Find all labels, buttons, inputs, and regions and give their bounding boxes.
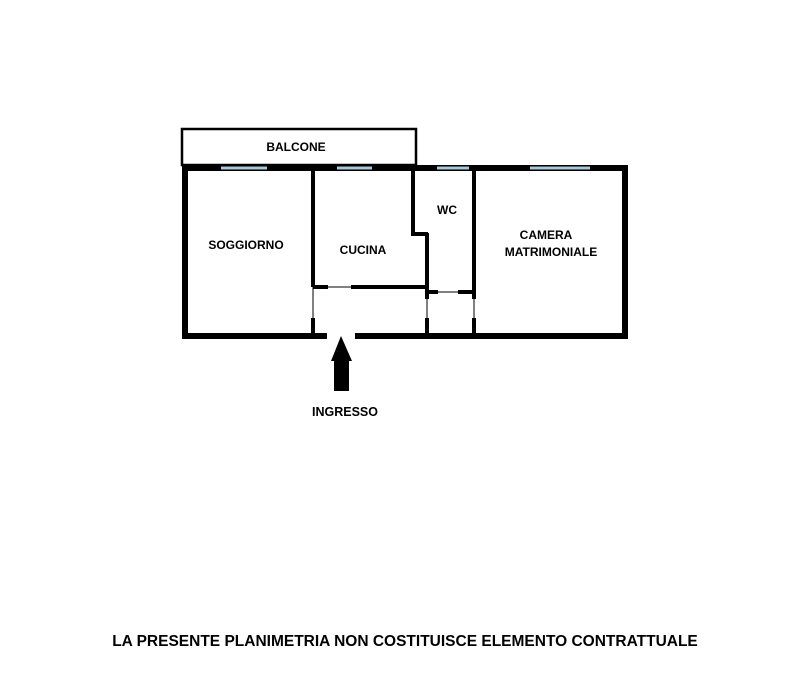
entrance-label: INGRESSO: [312, 405, 378, 419]
door-openings: [313, 287, 474, 318]
interior-walls: [313, 168, 474, 337]
bedroom-label-line1: CAMERA: [519, 228, 573, 242]
living-room-label: SOGGIORNO: [208, 238, 284, 252]
disclaimer-text: LA PRESENTE PLANIMETRIA NON COSTITUISCE ELEMENTO CONTRATTUALE: [112, 633, 698, 650]
bedroom-label-line2: MATRIMONIALE: [504, 245, 598, 259]
entrance-arrow-icon: [331, 336, 352, 391]
wc-label: WC: [437, 203, 457, 217]
balcony-label: BALCONE: [266, 140, 326, 154]
kitchen-label: CUCINA: [339, 243, 387, 257]
